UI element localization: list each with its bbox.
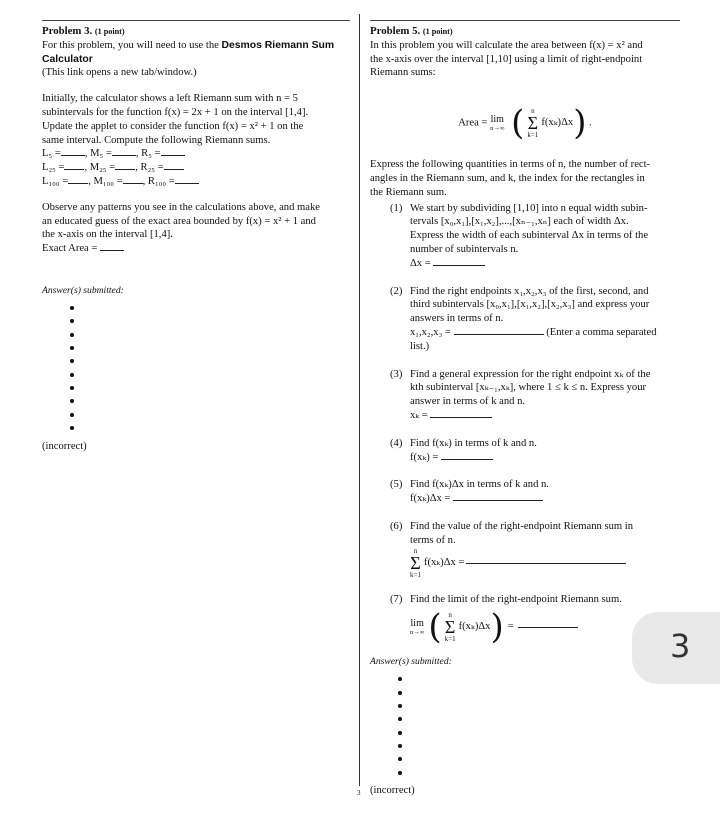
exact-area-input[interactable] <box>100 250 124 251</box>
problem-points: (1 point) <box>94 27 125 36</box>
link-note: (This link opens a new tab/window.) <box>42 67 197 79</box>
question-6 <box>370 520 680 579</box>
question-number: (6) <box>390 520 403 532</box>
answer-status: (incorrect) <box>42 440 87 452</box>
intro-line: In this problem you will calculate the area between f(x) = x² and <box>370 39 643 51</box>
answer-bullet <box>70 333 74 337</box>
observe-paragraph <box>42 201 350 256</box>
sum-lower: k=1 <box>527 130 539 139</box>
sum-upper: n <box>531 106 535 115</box>
answer-bullet <box>70 413 74 417</box>
answer-bullet <box>70 386 74 390</box>
question-number: (4) <box>390 437 403 449</box>
area-limit-formula <box>370 103 680 144</box>
express-line: angles in the Riemann sum, and k, the index for the rectangles in <box>370 172 645 184</box>
instruction-line: same interval. Compute the following Riemann sums. <box>42 134 271 146</box>
answer-bullet <box>70 319 74 323</box>
question-text: We start by subdividing [1,10] into n equal width subin- <box>410 202 648 214</box>
intro-line: the x-axis over the interval [1,10] using a limit of right-endpoint <box>370 53 643 65</box>
answer-label: f(xₖ)Δx = <box>423 557 465 569</box>
limit-operator <box>410 618 424 636</box>
question-number: (3) <box>390 368 403 380</box>
question-text: tervals [x₀,x₁],[x₁,x₂],...,[xₙ₋₁,xₙ] each of width Δx. <box>410 216 629 228</box>
l5-label: L₅ = <box>42 148 61 160</box>
problem-3-heading <box>42 25 350 39</box>
l100-input[interactable] <box>68 183 88 184</box>
r100-label: R₁₀₀ = <box>147 175 175 187</box>
answer-label: f(xₖ)Δx = <box>410 493 451 505</box>
instruction-line: Update the applet to consider the function f(x) = x² + 1 on the <box>42 120 304 132</box>
sum-lower: k=1 <box>444 634 456 643</box>
sum-term: f(xₖ)Δx <box>541 117 574 129</box>
page-number: 3 <box>357 789 361 797</box>
m25-label: M₂₅ = <box>89 162 116 174</box>
question-1 <box>370 202 680 271</box>
m100-label: M₁₀₀ = <box>93 175 123 187</box>
answer-bullet <box>398 691 402 695</box>
page-indicator-number: 3 <box>670 627 691 665</box>
question-number: (2) <box>390 285 403 297</box>
question-3 <box>370 368 680 423</box>
right-paren: ) <box>490 607 504 648</box>
formula-period: . <box>589 117 592 129</box>
sum-expression <box>428 607 504 648</box>
answer-bullet <box>398 717 402 721</box>
xk-input[interactable] <box>430 417 492 418</box>
sum-lower: k=1 <box>410 570 421 579</box>
answer-label: Δx = <box>410 257 431 269</box>
equals-sign: = <box>507 621 514 633</box>
observe-line: the x-axis on the interval [1,4]. <box>42 229 173 241</box>
f-xk-dx-input[interactable] <box>453 500 543 501</box>
question-4 <box>370 437 680 465</box>
question-text: third subintervals [x₀,x₁],[x₁,x₂],[x₂,x₃] and express your <box>410 299 650 311</box>
answer-row <box>410 409 680 423</box>
sum-term: f(xₖ)Δx <box>458 621 491 633</box>
answer-note-continued: list.) <box>410 340 430 352</box>
answer-bullet <box>398 704 402 708</box>
question-number: (7) <box>390 593 403 605</box>
blank-row-100: L₁₀₀ = , M₁₀₀ = , R₁₀₀ = <box>42 175 350 189</box>
question-text: Find the value of the right-endpoint Riemann sum in <box>410 520 634 532</box>
answer-bullet <box>70 426 74 430</box>
sigma-operator <box>527 108 538 139</box>
answer-row <box>410 492 680 506</box>
sigma-icon: Σ <box>444 616 456 637</box>
r25-label: R₂₅ = <box>140 162 164 174</box>
observe-line: Observe any patterns you see in the calculations above, and make <box>42 201 320 213</box>
problem-title: Problem 3. <box>42 25 93 37</box>
answer-label: f(xₖ) = <box>410 451 439 463</box>
f-xk-input[interactable] <box>441 459 493 460</box>
r100-input[interactable] <box>175 183 199 184</box>
m100-input[interactable] <box>123 183 143 184</box>
answer-bullet <box>70 306 74 310</box>
desmos-calculator-link[interactable]: Desmos Riemann Sum Calculator <box>42 39 335 65</box>
question-2 <box>370 285 680 354</box>
lim-word: lim <box>490 114 504 126</box>
question-number: (5) <box>390 479 403 491</box>
answer-bullet <box>398 757 402 761</box>
sum-upper: n <box>413 546 418 555</box>
instruction-line: subintervals for the function f(x) = 2x + 1 on the interval [1,4]. <box>42 106 309 118</box>
problem-points: (1 point) <box>422 27 453 36</box>
problem-5-column <box>370 20 680 798</box>
question-text: Find a general expression for the right endpoint xₖ of the <box>410 368 651 380</box>
instructions <box>42 92 350 147</box>
question-text: kth subinterval [xₖ₋₁,xₖ], where 1 ≤ k ≤ n. Express your <box>410 382 647 394</box>
question-list <box>370 202 680 648</box>
question-text: number of subintervals n. <box>410 243 519 255</box>
express-line: the Riemann sum. <box>370 186 447 198</box>
answer-label: xₖ = <box>410 409 428 421</box>
answer-row <box>410 451 680 465</box>
area-label: Area = <box>458 117 488 129</box>
column-divider <box>359 14 360 786</box>
delta-x-input[interactable] <box>433 265 485 266</box>
endpoints-input[interactable] <box>454 334 544 335</box>
question-text: Find the right endpoints x₁,x₂,x₃ of the first, second, and <box>410 285 649 297</box>
answer-bullet <box>70 399 74 403</box>
l25-label: L₂₅ = <box>42 162 65 174</box>
answer-row <box>410 326 680 340</box>
lim-subscript: n→∞ <box>490 125 505 133</box>
sigma-icon: Σ <box>410 552 421 573</box>
m25-input[interactable] <box>115 169 135 170</box>
page-indicator-badge[interactable] <box>632 612 720 684</box>
left-paren: ( <box>511 103 525 144</box>
question-5 <box>370 478 680 506</box>
sigma-operator <box>410 548 421 579</box>
answer-bullet <box>70 359 74 363</box>
answers-submitted-label: Answer(s) submitted: <box>370 656 452 668</box>
riemann-sum-blanks <box>42 147 350 188</box>
riemann-sum-input[interactable] <box>466 563 626 564</box>
limit-input[interactable] <box>518 627 578 628</box>
question-text: Express the width of each subinterval Δx in terms of the <box>410 230 649 242</box>
question-number: (1) <box>390 202 403 214</box>
question-text: Find the limit of the right-endpoint Riemann sum. <box>410 593 622 605</box>
answer-bullet <box>70 346 74 350</box>
l100-label: L₁₀₀ = <box>42 175 69 187</box>
r5-label: R₅ = <box>141 148 161 160</box>
left-paren: ( <box>428 607 442 648</box>
l25-input[interactable] <box>64 169 84 170</box>
sigma-icon: Σ <box>527 112 539 133</box>
answer-status: (incorrect) <box>370 785 415 797</box>
express-line: Express the following quantities in terms of n, the number of rect- <box>370 159 651 171</box>
r25-input[interactable] <box>164 169 184 170</box>
question-text: Find f(xₖ) in terms of k and n. <box>410 437 537 449</box>
question-text: terms of n. <box>410 534 456 546</box>
blank-row-5: L₅ = , M₅ = , R₅ = <box>42 147 350 161</box>
answer-bullet <box>398 731 402 735</box>
limit-operator <box>490 114 504 132</box>
lim-word: lim <box>410 618 424 630</box>
question-text: answers in terms of n. <box>410 313 504 325</box>
right-paren: ) <box>573 103 587 144</box>
problem-3-column <box>42 20 350 453</box>
top-rule <box>370 20 680 21</box>
question-text: Find f(xₖ)Δx in terms of k and n. <box>410 479 549 491</box>
lim-subscript: n→∞ <box>410 629 425 637</box>
exact-area-label: Exact Area = <box>42 243 98 255</box>
answers-submitted-label: Answer(s) submitted: <box>42 284 124 296</box>
intro-text: For this problem, you will need to use the <box>42 39 222 51</box>
l5-input[interactable] <box>61 155 85 156</box>
m5-input[interactable] <box>112 155 136 156</box>
observe-line: an educated guess of the exact area bounded by f(x) = x² + 1 and <box>42 215 316 227</box>
answer-note: (Enter a comma separated <box>546 326 657 338</box>
answer-bullet <box>398 744 402 748</box>
r5-input[interactable] <box>161 155 185 156</box>
intro-line <box>42 39 350 67</box>
instruction-line: Initially, the calculator shows a left Riemann sum with n = 5 <box>42 93 298 105</box>
sum-expression <box>511 103 587 144</box>
blank-row-25: L₂₅ = , M₂₅ = , R₂₅ = <box>42 161 350 175</box>
sigma-operator <box>445 612 456 643</box>
problem-title: Problem 5. <box>370 25 421 37</box>
submitted-answers-list <box>70 306 350 431</box>
answer-bullet <box>398 771 402 775</box>
problem-5-heading <box>370 25 680 39</box>
intro-line: Riemann sums: <box>370 67 436 79</box>
answer-label: x₁,x₂,x₃ = <box>410 326 451 338</box>
answer-row <box>410 548 680 579</box>
submitted-answers-list <box>398 677 680 775</box>
question-text: answer in terms of k and n. <box>410 396 526 408</box>
exact-area-row <box>42 242 350 256</box>
answer-bullet <box>398 677 402 681</box>
answer-bullet <box>70 373 74 377</box>
sum-upper: n <box>448 610 452 619</box>
m5-label: M₅ = <box>90 148 112 160</box>
answer-row <box>410 257 680 271</box>
top-rule <box>42 20 350 21</box>
